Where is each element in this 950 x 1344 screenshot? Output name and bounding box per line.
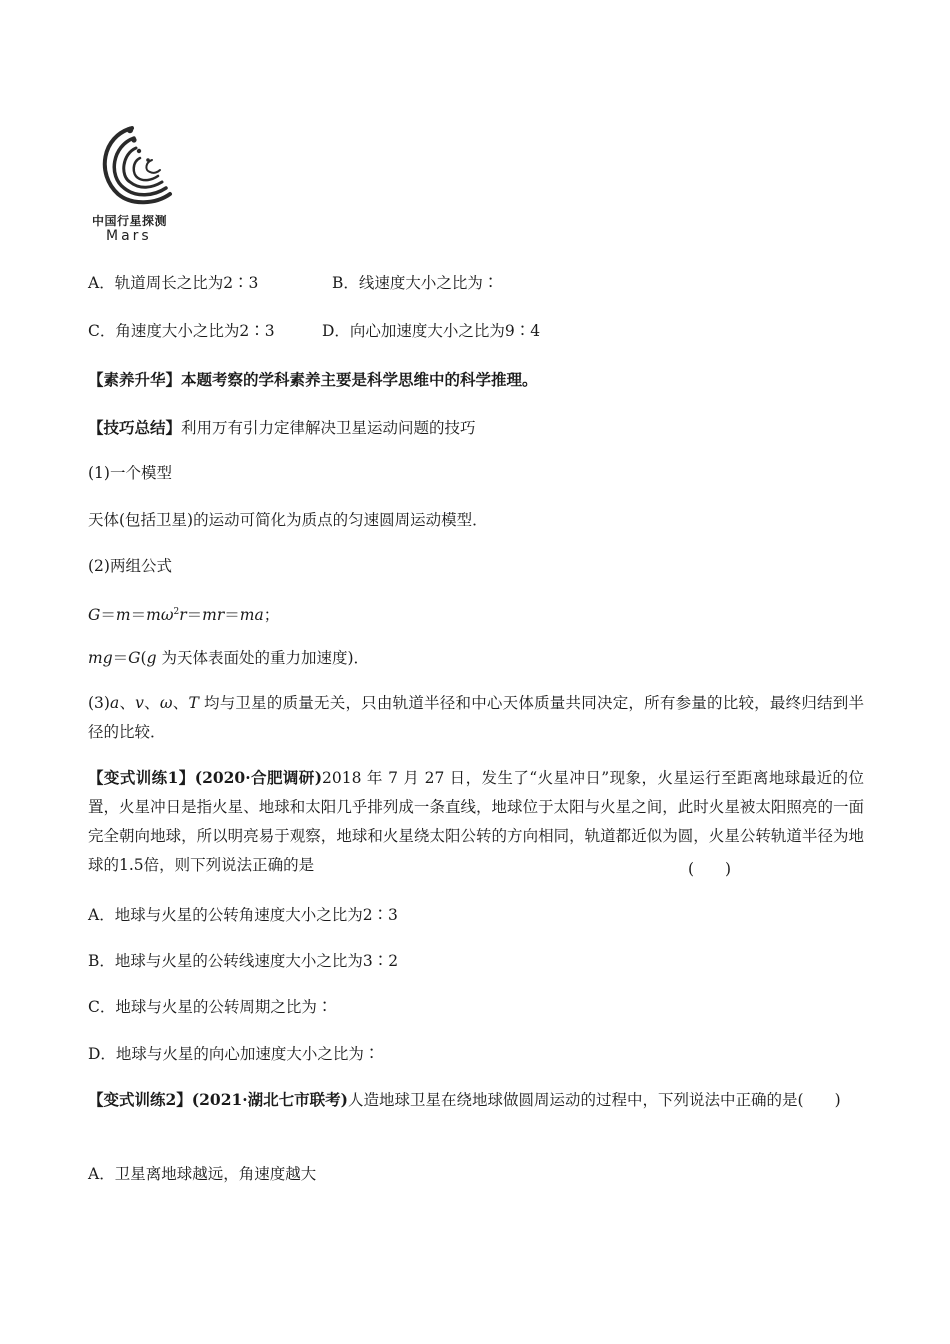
p3-sep: 、: [119, 694, 136, 712]
jiqiao-paragraph-3: [88, 689, 864, 747]
bianshi2-source: (2021·湖北七市联考): [191, 1090, 349, 1109]
option-c: C．角速度大小之比为2∶3: [88, 322, 275, 340]
formula-1-part: ＝: [100, 606, 116, 625]
p3-symbol-omega: ω: [159, 694, 173, 712]
mars-exploration-logo: [92, 124, 192, 246]
jiqiao-label: 【技巧总结】: [88, 418, 182, 437]
formula-1-part: ＝: [186, 606, 203, 625]
suyang-label: 【素养升华】: [88, 370, 182, 389]
option-b: B．线速度大小之比为∶: [332, 274, 499, 292]
jiqiao-paragraph-1: 天体(包括卫星)的运动可简化为质点的匀速圆周运动模型．: [88, 511, 488, 529]
formula-2-part: (: [140, 649, 147, 667]
jiqiao-heading-1: (1)一个模型: [88, 464, 172, 482]
formula-2-part: G: [128, 649, 141, 667]
formula-1-exponent: 2: [173, 607, 180, 617]
bianshi1-option-b: B．地球与火星的公转线速度大小之比为3∶2: [88, 952, 399, 970]
formula-1-part: mr: [202, 606, 225, 625]
bianshi1-answer-paren: ( ): [688, 860, 732, 878]
bianshi2-label: 【变式训练2】: [88, 1090, 192, 1109]
formula-2: [88, 648, 369, 668]
formula-1-part: ＝: [224, 606, 240, 625]
formula-1-part: ＝: [130, 606, 147, 625]
formula-1-part: ma: [239, 606, 264, 625]
bianshi1-option-c: C．地球与火星的公转周期之比为∶: [88, 998, 333, 1016]
formula-2-part: 为天体表面处的重力加速度)．: [156, 649, 370, 667]
p3-text: 均与卫星的质量无关，只由轨道半径和中心天体质量共同决定，所有参量的比较，最终归结到半径的比较．: [88, 694, 864, 741]
bianshi1-source: (2020·合肥调研): [194, 768, 323, 787]
p3-sep: 、: [172, 694, 189, 712]
formula-1-part: r: [179, 606, 187, 625]
jiqiao-text: 利用万有引力定律解决卫星运动问题的技巧: [181, 419, 476, 437]
bianshi1-label: 【变式训练1】: [88, 768, 195, 787]
formula-2-part: ＝: [112, 649, 129, 667]
formula-2-part: g: [146, 649, 157, 667]
p3-prefix: (3): [88, 694, 110, 712]
bianshi2-text: 人造地球卫星在绕地球做圆周运动的过程中，下列说法中正确的是( ): [348, 1091, 841, 1109]
bianshi1-text: 2018 年 7 月 27 日，发生了“火星冲日”现象，火星运行至距离地球最近的位置，火星冲日是指火星、地球和太阳几乎排列成一条直线，地球位于太阳与火星之间，此时火星被太阳照亮的一面完全朝向地球，所以明亮易于观察，地球和火星绕太阳公转的方向相同，轨道都近似为圆，火星公转轨道半径为地球的1.5倍，则下列说法正确的是: [88, 769, 864, 874]
mars-logo-icon: [92, 124, 192, 210]
logo-text-cn: 中国行星探测: [92, 214, 168, 228]
suyang-paragraph: [88, 370, 538, 390]
formula-1-part: m: [115, 606, 131, 625]
p3-symbol-T: T: [188, 694, 199, 712]
formula-1-part: G: [88, 606, 101, 625]
formula-1-part: ；: [263, 606, 280, 625]
jiqiao-paragraph: [88, 418, 476, 438]
p3-symbol-a: a: [109, 694, 120, 712]
bianshi2-paragraph: [88, 1085, 864, 1115]
jiqiao-heading-2: (2)两组公式: [88, 557, 172, 575]
formula-1: [88, 602, 279, 625]
option-d: D．向心加速度大小之比为9∶4: [322, 322, 541, 340]
option-a: A．轨道周长之比为2∶3: [88, 274, 259, 292]
bianshi1-option-a: A．地球与火星的公转角速度大小之比为2∶3: [88, 906, 398, 924]
formula-2-part: mg: [88, 649, 113, 667]
bianshi1-option-d: D．地球与火星的向心加速度大小之比为∶: [88, 1045, 380, 1063]
p3-symbol-v: v: [135, 694, 144, 712]
suyang-text: 本题考察的学科素养主要是科学思维中的科学推理。: [181, 370, 538, 389]
bianshi2-option-a: A．卫星离地球越远，角速度越大: [88, 1165, 317, 1183]
logo-text-en: Mars: [106, 228, 152, 244]
formula-1-part: mω: [146, 606, 174, 625]
p3-sep: 、: [143, 694, 160, 712]
bianshi1-paragraph: [88, 763, 864, 880]
